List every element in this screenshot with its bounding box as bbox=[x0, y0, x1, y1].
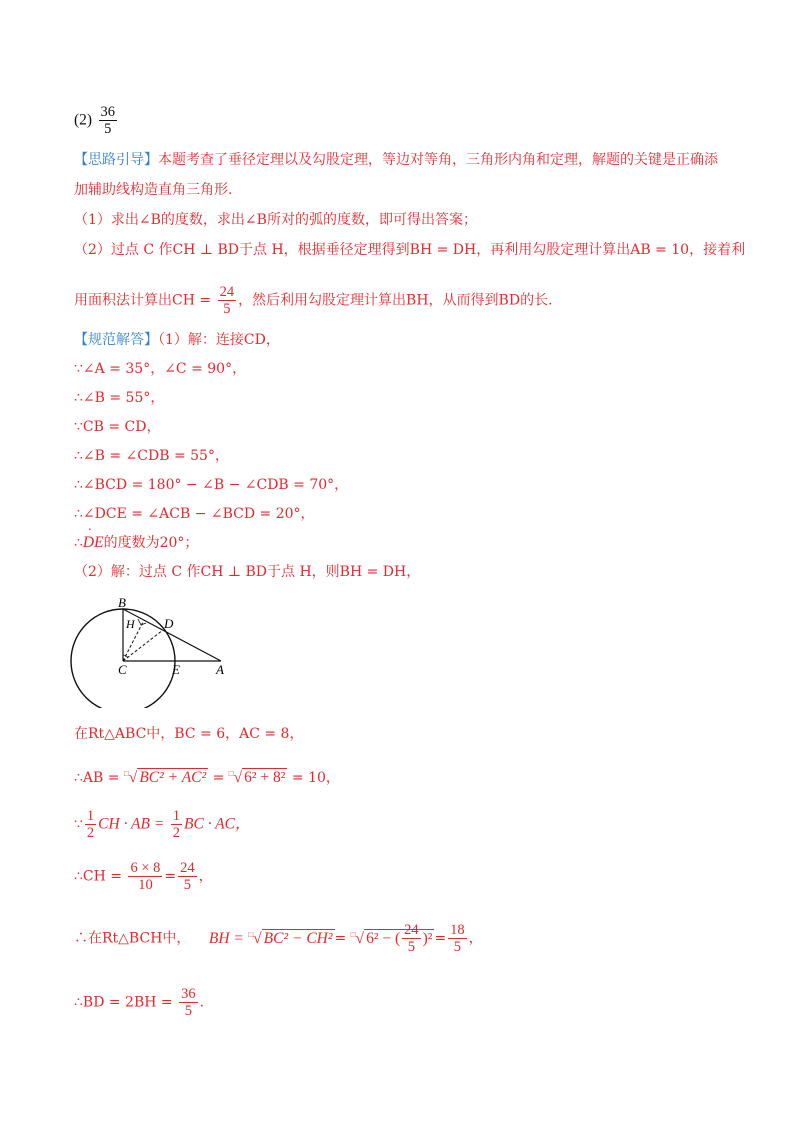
hint-tag: 【思路引导】 bbox=[74, 152, 158, 168]
half-fraction-1 bbox=[85, 808, 96, 841]
solution-line-5: ∴∠B = ∠CDB = 55°， bbox=[74, 448, 229, 464]
radicand-2: 6² + 8² bbox=[244, 769, 286, 786]
hint-fraction bbox=[218, 284, 237, 317]
fraction-denominator: 5 bbox=[179, 1002, 198, 1019]
hint-step-1: （1）求出∠B的度数，求出∠B所对的弧的度数，即可得出答案； bbox=[74, 212, 477, 228]
fraction-numerator: 24 bbox=[404, 922, 419, 939]
fraction-denominator: 5 bbox=[218, 300, 237, 317]
ab-result: = 10， bbox=[291, 770, 340, 786]
ch-lhs: ∴CH = bbox=[74, 868, 123, 885]
radical-3: □√ BC² − CH² bbox=[248, 929, 333, 947]
half-fraction-2 bbox=[171, 808, 182, 841]
fraction-denominator: 2 bbox=[86, 825, 95, 841]
bh-fraction bbox=[448, 922, 467, 955]
solution-line-2: ∵∠A = 35°，∠C = 90°， bbox=[74, 361, 247, 377]
bh-context: ∴在Rt△BCH中， bbox=[74, 930, 191, 947]
solution-line-4: ∵CB = CD， bbox=[74, 419, 161, 435]
fraction-numerator: 36 bbox=[100, 104, 116, 120]
label-e: E bbox=[172, 662, 180, 677]
label-b: B bbox=[118, 596, 126, 610]
fraction-denominator: 5 bbox=[99, 120, 118, 137]
fraction-denominator: 5 bbox=[448, 938, 467, 955]
solution-tag: 【规范解答】 bbox=[74, 332, 158, 348]
solution-text-8: 的度数为20°； bbox=[103, 535, 199, 551]
solution-line-3: ∴∠B = 55°， bbox=[74, 390, 165, 406]
comma: ， bbox=[468, 930, 483, 947]
hint-step-2: （2）过点 C 作CH ⊥ BD于点 H，根据垂径定理得到BH = DH，再利用勾股定理计算出AB = 10，接着利 bbox=[74, 242, 746, 258]
part2-label: (2) bbox=[74, 111, 93, 129]
bh-inner-fraction bbox=[402, 922, 421, 955]
part2-answer bbox=[74, 104, 119, 137]
bd-fraction bbox=[179, 986, 198, 1019]
fraction-numerator: 24 bbox=[219, 284, 235, 300]
geometry-figure bbox=[66, 596, 236, 708]
answer-fraction bbox=[99, 104, 118, 137]
area-lhs: CH · AB = bbox=[98, 815, 165, 833]
radicand-1: BC² + AC² bbox=[139, 769, 207, 786]
hint-step-3 bbox=[74, 284, 553, 317]
fraction-numerator: 24 bbox=[180, 860, 195, 876]
hint-step-3-a: 用面积法计算出CH = bbox=[74, 292, 212, 309]
ch-fraction-1 bbox=[128, 860, 162, 893]
radicand-3: BC² − CH² bbox=[263, 929, 333, 947]
area-rhs: BC · AC， bbox=[184, 815, 251, 833]
label-h: H bbox=[126, 617, 135, 631]
solution-line-14: ∴在Rt△BCH中， BH = □√ BC² − CH² = □√ 6² − ( $\frac{24}{5}$ )² = $\frac{18}{5}$ ， bbox=[74, 922, 483, 956]
solution-line-6: ∴∠BCD = 180° − ∠B − ∠CDB = 70°， bbox=[74, 477, 349, 493]
solution-line-7: ∴∠DCE = ∠ACB − ∠BCD = 20°， bbox=[74, 506, 315, 522]
solution-line-9: （2）解：过点 C 作CH ⊥ BD于点 H，则BH = DH， bbox=[74, 564, 421, 580]
segment-cd bbox=[123, 630, 163, 661]
fraction-numerator: 1 bbox=[172, 808, 181, 824]
solution-line-1 bbox=[74, 330, 280, 350]
bh-lhs: BH = bbox=[208, 929, 244, 947]
solution-line-12 bbox=[74, 808, 251, 841]
solution-line-11 bbox=[74, 764, 340, 788]
solution-line-8: ∴· DE的度数为20°； bbox=[74, 533, 198, 553]
radicand-4-b: )² bbox=[422, 929, 433, 947]
ch-fraction-2 bbox=[178, 860, 197, 893]
fraction-denominator: 10 bbox=[128, 876, 162, 893]
hint-line-1 bbox=[74, 150, 718, 170]
fraction-numerator: 36 bbox=[181, 986, 196, 1002]
label-d: D bbox=[164, 616, 174, 631]
hint-step-3-b: ，然后利用勾股定理计算出BH，从而得到BD的长. bbox=[238, 292, 553, 309]
ab-lhs: ∴AB = bbox=[74, 770, 120, 786]
fraction-numerator: 6 × 8 bbox=[130, 860, 161, 876]
solution-line-13: ∴CH = $\frac{6 \times 8}{10}$ = $\frac{24}{5}$ ， bbox=[74, 860, 213, 893]
comma: ， bbox=[198, 868, 213, 885]
fraction-denominator: 5 bbox=[178, 876, 197, 893]
fraction-numerator: 1 bbox=[86, 808, 95, 824]
bd-lhs: ∴BD = 2BH = bbox=[74, 994, 173, 1011]
solution-text-1: （1）解：连接CD， bbox=[158, 332, 280, 348]
equals: = bbox=[212, 770, 225, 786]
solution-line-10: 在Rt△ABC中，BC = 6，AC = 8， bbox=[74, 726, 304, 742]
label-a: A bbox=[216, 662, 224, 677]
label-c: C bbox=[118, 662, 127, 677]
because-symbol: ∵ bbox=[74, 816, 83, 833]
fraction-denominator: 5 bbox=[402, 938, 421, 955]
fraction-numerator: 18 bbox=[450, 922, 465, 938]
period: . bbox=[199, 994, 205, 1011]
radical-1: □√ BC² + AC² bbox=[123, 769, 207, 786]
solution-line-15 bbox=[74, 986, 204, 1019]
radical-2: □√ 6² + 8² bbox=[228, 769, 286, 786]
radical-4: □√ 6² − ( $\frac{24}{5}$ )² bbox=[350, 922, 433, 956]
hint-line-2: 加辅助线构造直角三角形. bbox=[74, 182, 233, 198]
fraction-denominator: 2 bbox=[172, 825, 181, 841]
hint-text-1: 本题考查了垂径定理以及勾股定理，等边对等角，三角形内角和定理，解题的关键是正确添 bbox=[158, 152, 718, 168]
radicand-4-a: 6² − ( bbox=[366, 929, 401, 947]
arc-de: · DE bbox=[83, 533, 104, 553]
